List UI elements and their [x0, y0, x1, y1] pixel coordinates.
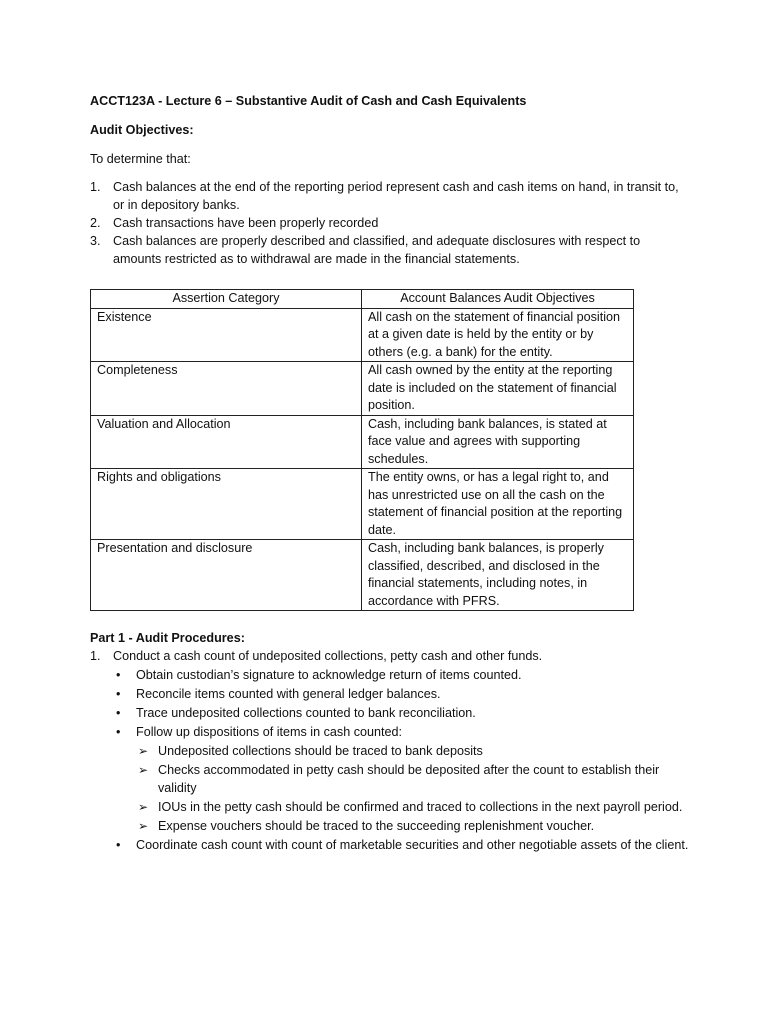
assertions-table	[90, 289, 634, 611]
bullet-icon: •	[116, 687, 121, 701]
sub-list-item	[136, 798, 690, 816]
table-header-row	[91, 290, 634, 309]
document-title: ACCT123A - Lecture 6 – Substantive Audit of Cash and Cash Equivalents	[90, 94, 527, 108]
objective-item	[90, 178, 690, 214]
table-row	[91, 469, 634, 540]
bullet-icon: •	[116, 706, 121, 720]
bullet-text: Reconcile items counted with general ledger balances.	[136, 687, 441, 701]
list-item	[113, 685, 690, 703]
bullet-icon: •	[116, 838, 121, 852]
bullet-text: Obtain custodian’s signature to acknowledge return of items counted.	[136, 668, 522, 682]
list-item	[113, 704, 690, 722]
audit-objective-cell: The entity owns, or has a legal right to, and has unrestricted use on all the cash on the statement of financial position at the reporting date.	[362, 469, 634, 540]
assertion-category-cell: Rights and obligations	[91, 469, 362, 540]
audit-objective-cell: Cash, including bank balances, is properly classified, described, and disclosed in the financial statements, including notes, in accordance with PFRS.	[362, 540, 634, 611]
arrow-bullet-icon: ➢	[138, 744, 149, 758]
audit-objective-cell: Cash, including bank balances, is stated at face value and agrees with supporting schedules.	[362, 415, 634, 469]
header-audit-objectives: Account Balances Audit Objectives	[362, 290, 634, 309]
sub-bullet-text: Undeposited collections should be traced to bank deposits	[158, 744, 483, 758]
sub-bullet-text: Checks accommodated in petty cash should be deposited after the count to establish their validity	[158, 763, 660, 795]
assertion-category-cell: Completeness	[91, 362, 362, 416]
table-row	[91, 362, 634, 416]
list-item	[113, 666, 690, 684]
objectives-heading: Audit Objectives:	[90, 123, 194, 137]
objective-number: 2.	[90, 216, 101, 230]
procedure-bullets	[113, 666, 690, 854]
objective-text: Cash balances at the end of the reporting period represent cash and cash items on hand, in transit to, or in depository banks.	[113, 180, 679, 212]
objectives-list	[90, 178, 690, 268]
list-item	[113, 723, 690, 835]
procedure-text: Conduct a cash count of undeposited collections, petty cash and other funds.	[113, 649, 543, 663]
bullet-text: Trace undeposited collections counted to bank reconciliation.	[136, 706, 476, 720]
bullet-icon: •	[116, 725, 121, 739]
assertion-category-cell: Valuation and Allocation	[91, 415, 362, 469]
assertion-category-cell: Presentation and disclosure	[91, 540, 362, 611]
bullet-text: Follow up dispositions of items in cash counted:	[136, 725, 403, 739]
objectives-intro: To determine that:	[90, 152, 191, 166]
audit-objective-cell: All cash owned by the entity at the reporting date is included on the statement of financial position.	[362, 362, 634, 416]
sub-bullets	[136, 742, 690, 835]
document-page	[90, 92, 690, 854]
table-row	[91, 540, 634, 611]
objective-item	[90, 232, 690, 268]
arrow-bullet-icon: ➢	[138, 800, 149, 814]
procedure-item	[90, 647, 690, 854]
arrow-bullet-icon: ➢	[138, 763, 149, 777]
objective-text: Cash transactions have been properly recorded	[113, 216, 379, 230]
sub-list-item	[136, 742, 690, 760]
assertion-category-cell: Existence	[91, 308, 362, 362]
header-assertion-category: Assertion Category	[91, 290, 362, 309]
audit-objective-cell: All cash on the statement of financial position at a given date is held by the entity or by others (e.g. a bank) for the entity.	[362, 308, 634, 362]
objective-text: Cash balances are properly described and classified, and adequate disclosures with respect to amounts restricted as to withdrawal are made in the financial statements.	[113, 234, 641, 266]
sub-bullet-text: Expense vouchers should be traced to the succeeding replenishment voucher.	[158, 819, 595, 833]
table-row	[91, 308, 634, 362]
objective-item	[90, 214, 690, 232]
sub-list-item	[136, 761, 690, 797]
procedures-list	[90, 647, 690, 854]
procedure-number: 1.	[90, 649, 101, 663]
objective-number: 1.	[90, 180, 101, 194]
list-item	[113, 836, 690, 854]
sub-bullet-text: IOUs in the petty cash should be confirmed and traced to collections in the next payroll period.	[158, 800, 683, 814]
sub-list-item	[136, 817, 690, 835]
table-row	[91, 415, 634, 469]
objective-number: 3.	[90, 234, 101, 248]
bullet-text: Coordinate cash count with count of marketable securities and other negotiable assets of the client.	[136, 838, 689, 852]
arrow-bullet-icon: ➢	[138, 819, 149, 833]
part1-heading: Part 1 - Audit Procedures:	[90, 631, 245, 645]
bullet-icon: •	[116, 668, 121, 682]
